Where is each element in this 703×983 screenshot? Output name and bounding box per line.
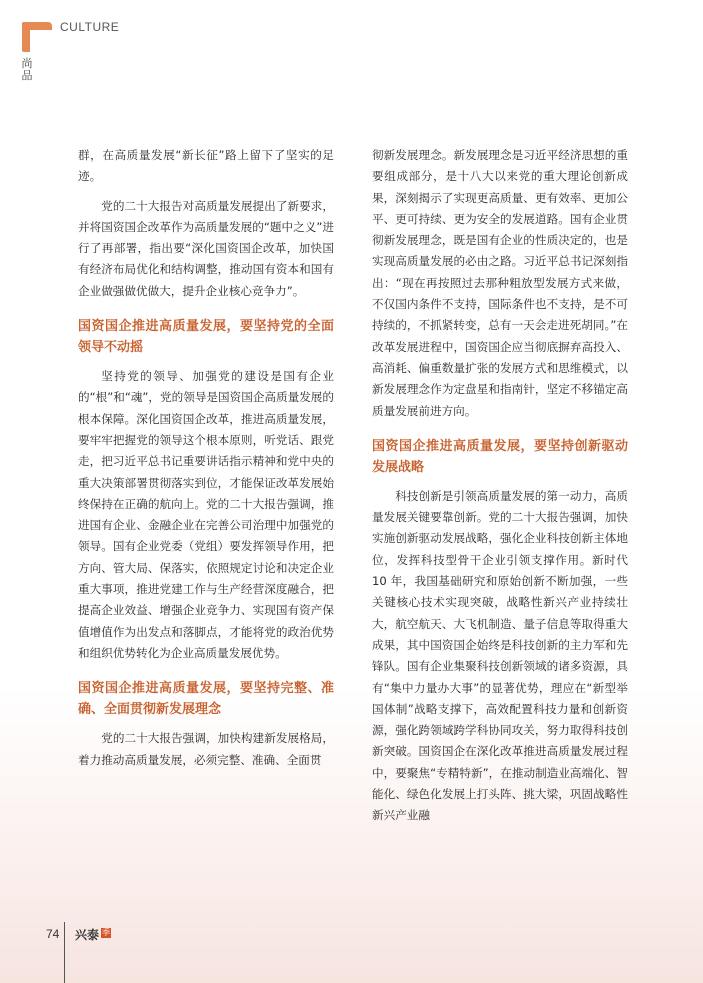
section-label: CULTURE [60, 20, 120, 34]
footer-divider [64, 922, 65, 983]
paragraph: 党的二十大报告对高质量发展提出了新要求，并将国资国企改革作为高质量发展的“题中之义”进行了再部署，指出要“深化国资国企改革，加快国有经济布局优化和结构调整，推动国有资本和国有企业做强做优做大，提升企业核心竞争力”。 [78, 198, 334, 298]
paragraph: 彻新发展理念。新发展理念是习近平经济思想的重要组成部分，是十八大以来党的重大理论创新成果，深刻揭示了实现更高质量、更有效率、更加公平、更可持续、更为安全的发展道路。国有企业贯彻新发展理念，既是国有企业的性质决定的，也是实现高质量发展的必由之路。习近平总书记深刻指出：“现在再按照过去那种粗放型发展方式来做，不仅国内条件不支持，国际条件也不支持，是不可持续的，不抓紧转变，总有一天会走进死胡同。”在改革发展进程中，国资国企应当彻底摒弃高投入、高消耗、偏重数量扩张的发展方式和思维模式，以新发展理念作为定盘星和指南针，坚定不移锚定高质量发展前进方向。 [372, 148, 628, 418]
brand-logo-icon: 季 [102, 928, 110, 937]
paragraph: 群，在高质量发展“新长征”路上留下了坚实的足迹。 [78, 148, 334, 184]
section-heading: 国资国企推进高质量发展，要坚持创新驱动发展战略 [372, 438, 628, 475]
section-heading: 国资国企推进高质量发展，要坚持党的全面领导不动摇 [78, 319, 334, 356]
footer-brand: 兴泰 [75, 928, 100, 942]
paragraph: 科技创新是引领高质量发展的第一动力，高质量发展关键要靠创新。党的二十大报告强调，加快实施创新驱动发展战略，强化企业科技创新主体地位，发挥科技型骨干企业引领支撑作用。新时代 10 年，我国基础研究和原始创新不断加强，一些关键核心技术实现突破，战略性新兴产业持续壮大，航空航天、大飞机制造、量子信息等取得重大成果，其中国资国企始终是科技创新的主力军和先锋队。国有企业集聚科技创新领域的诸多资源，具有“集中力量办大事”的显著优势，理应在“新型举国体制”战略支撑下，高效配置科技力量和创新资源，强化跨领域跨学科协同攻关，努力取得科技创新突破。国资国企在深化改革推进高质量发展过程中，要聚焦“专精特新”，在推动制造业高端化、智能化、绿色化发展上打头阵、挑大梁，巩固战略性新兴产业融 [372, 488, 628, 823]
paragraph: 坚持党的领导、加强党的建设是国有企业的“根”和“魂”，党的领导是国资国企高质量发展的根本保障。深化国资国企改革，推进高质量发展，要牢牢把握党的领导这个根本原则，听党话、跟党走，把习近平总书记重要讲话指示精神和党中央的重大决策部署贯彻落实到位，才能保证改革发展始终保持在正确的航向上。党的二十大报告强调，推进国有企业、金融企业在完善公司治理中加强党的领导。国有企业党委（党组）要发挥领导作用，把方向、管大局、保落实，依照规定讨论和决定企业重大事项，推进党建工作与生产经营深度融合，把提高企业效益、增强企业竞争力、实现国有资产保值增值作为出发点和落脚点，才能将党的政治优势和组织优势转化为企业高质量发展优势。 [78, 369, 334, 660]
page-number: 74 [46, 927, 60, 941]
section-heading: 国资国企推进高质量发展，要坚持完整、准确、全面贯彻新发展理念 [78, 681, 334, 718]
corner-bracket-logo [22, 22, 52, 52]
paragraph: 党的二十大报告强调，加快构建新发展格局，着力推动高质量发展，必须完整、准确、全面贯 [78, 731, 334, 767]
left-column [78, 145, 334, 771]
right-column [372, 145, 628, 827]
section-label-cn: 尚品 [21, 57, 33, 82]
